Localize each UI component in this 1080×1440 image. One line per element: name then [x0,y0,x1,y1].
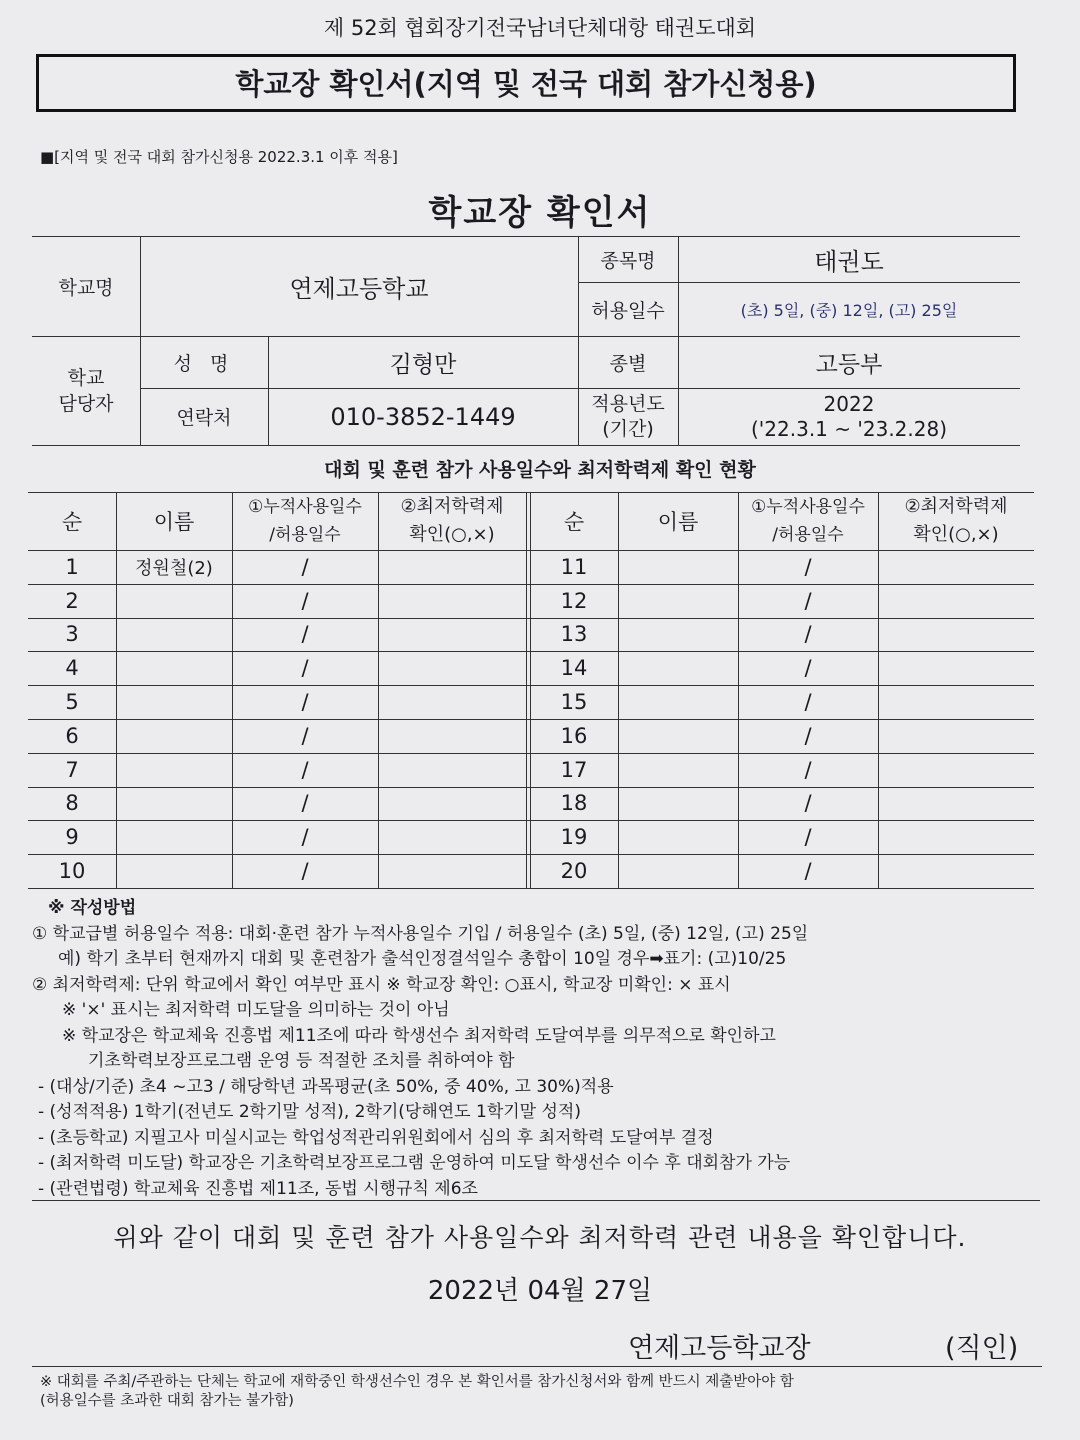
days-slash: / [804,690,812,715]
col-header-days-left: ①누적사용일수 /허용일수 [248,497,362,545]
row-name [618,651,738,685]
days-slash: / [804,656,812,681]
days-slash: / [804,622,812,647]
instruction-line: ② 최저학력제: 단위 학교에서 확인 여부만 표시 ※ 학교장 확인: ○표시, 학교장 미확인: × 표시 [32,974,731,995]
row-name [116,820,232,854]
allowed-days-label: 허용일수 [591,299,665,322]
roster-heading: 대회 및 훈련 참가 사용일수와 최저학력제 확인 현황 [324,459,756,481]
row-number: 20 [560,859,588,884]
days-slash: / [301,723,309,748]
event-label: 종목명 [600,249,656,272]
school-name-value: 연제고등학교 [289,274,429,303]
main-heading: 학교장 확인서 [428,193,652,233]
row-name [618,618,738,652]
row-name: 정원철(2) [135,557,213,579]
instruction-line: 기초학력보장프로그램 운영 등 적절한 조치를 취하여야 함 [88,1051,515,1071]
instructions-heading: ※ 작성방법 [48,898,137,918]
days-slash: / [301,690,309,715]
row-number: 14 [560,656,588,681]
instruction-line: ① 학교급별 허용일수 적용: 대회·훈련 참가 누적사용일수 기입 / 허용일수 (초) 5일, (중) 12일, (고) 25일 [32,923,809,944]
row-number: 1 [65,554,79,579]
instruction-line: ※ '×' 표시는 최저학력 미도달을 의미하는 것이 아님 [62,1000,450,1020]
name-label: 성 명 [173,352,235,375]
row-name [116,618,232,652]
row-number: 6 [65,723,79,748]
row-name [116,787,232,821]
school-name-label: 학교명 [58,276,114,299]
row-number: 16 [560,723,588,748]
row-name [618,820,738,854]
instruction-line: - (대상/기준) 초4 ~고3 / 해당학년 과목평균(초 50%, 중 40%, 고 30%)적용 [38,1076,614,1097]
instruction-line: - (최저학력 미도달) 학교장은 기초학력보장프로그램 운영하여 미도달 학생선수 이수 후 대회참가 가능 [38,1153,791,1173]
row-number: 19 [560,825,588,850]
instruction-line: - (성적적용) 1학기(전년도 2학기말 성적), 2학기(당해연도 1학기말 성적) [38,1102,581,1122]
row-number: 3 [65,622,79,647]
row-number: 5 [65,690,79,715]
applies-note: ■[지역 및 전국 대회 참가신청용 2022.3.1 이후 적용] [40,148,398,166]
days-slash: / [804,588,812,613]
row-number: 13 [560,622,588,647]
roster-table [28,492,1034,888]
form-title: 학교장 확인서(지역 및 전국 대회 참가신청용) [36,54,1016,112]
days-slash: / [301,554,309,579]
col-header-check-right: ②최저학력제 확인(○,×) [904,496,1008,545]
row-name [618,685,738,719]
days-slash: / [804,859,812,884]
row-number: 8 [65,791,79,816]
days-slash: / [804,825,812,850]
instruction-line: - (초등학교) 지필고사 미실시교는 학업성적관리위원회에서 심의 후 최저학력 도달여부 결정 [38,1127,714,1148]
row-number: 11 [560,554,588,579]
days-slash: / [301,622,309,647]
days-slash: / [301,825,309,850]
days-slash: / [301,791,309,816]
footnote: ※ 대회를 주최/주관하는 단체는 학교에 재학중인 학생선수인 경우 본 확인서를 참가신청서와 함께 반드시 제출받아야 함 (허용일수를 초과한 대회 참가는 불가함) [40,1374,794,1409]
row-number: 10 [58,859,86,884]
days-slash: / [804,554,812,579]
row-name [618,753,738,787]
instruction-line: ※ 학교장은 학교체육 진흥법 제11조에 따라 학생선수 최저학력 도달여부를 의무적으로 확인하고 [62,1025,776,1046]
phone-value: 010-3852-1449 [330,402,516,431]
row-name [618,854,738,888]
row-name [116,584,232,618]
row-number: 18 [560,791,588,816]
phone-label: 연락처 [176,407,232,429]
days-slash: / [301,656,309,681]
event-value: 태권도 [814,247,884,276]
days-slash: / [804,757,812,782]
row-number: 9 [65,825,79,850]
row-name [116,651,232,685]
row-name [116,685,232,719]
row-number: 17 [560,757,588,782]
row-name [618,719,738,753]
year-value: 2022 ('22.3.1 ~ '23.2.28) [750,391,948,441]
col-header-days-right: ①누적사용일수 /허용일수 [751,497,865,545]
row-number: 7 [65,757,79,782]
name-value: 김형만 [389,351,457,378]
allowed-days-value: (초) 5일, (중) 12일, (고) 25일 [740,300,958,320]
col-header-check-left: ②최저학력제 확인(○,×) [400,496,504,545]
contact-person-label: 학교 담당자 [58,366,114,415]
row-number: 2 [65,588,79,613]
official-seal-placeholder: (직인) [945,1333,1019,1364]
days-slash: / [301,588,309,613]
row-name [116,719,232,753]
col-header-name-right: 이름 [657,510,699,534]
instruction-line: 예) 학기 초부터 현재까지 대회 및 훈련참가 출석인정결석일수 총합이 10일 경우➡표기: (고)10/25 [58,949,787,969]
instructions [32,896,1032,1202]
issue-date: 2022년 04월 27일 [427,1276,653,1306]
row-name [618,584,738,618]
days-slash: / [301,859,309,884]
row-name [618,550,738,584]
year-label: 적용년도 (기간) [591,392,665,440]
event-title: 제 52회 협회장기전국남녀단체대항 태권도대회 [323,16,757,40]
principal-signature: 연제고등학교장 [628,1333,811,1364]
col-header-no-right: 순 [563,510,585,534]
row-number: 12 [560,588,588,613]
col-header-name-left: 이름 [153,510,195,534]
row-name [116,753,232,787]
days-slash: / [804,723,812,748]
days-slash: / [301,757,309,782]
division-label: 종별 [609,352,647,375]
confirmation-statement: 위와 같이 대회 및 훈련 참가 사용일수와 최저학력 관련 내용을 확인합니다. [113,1223,967,1252]
school-info-table [32,236,1020,446]
days-slash: / [804,791,812,816]
col-header-no-left: 순 [61,510,83,534]
row-number: 4 [65,656,79,681]
instruction-line: - (관련법령) 학교체육 진흥법 제11조, 동법 시행규칙 제6조 [38,1178,478,1199]
row-name [116,854,232,888]
division-value: 고등부 [815,351,883,378]
row-number: 15 [560,690,588,715]
row-name [618,787,738,821]
